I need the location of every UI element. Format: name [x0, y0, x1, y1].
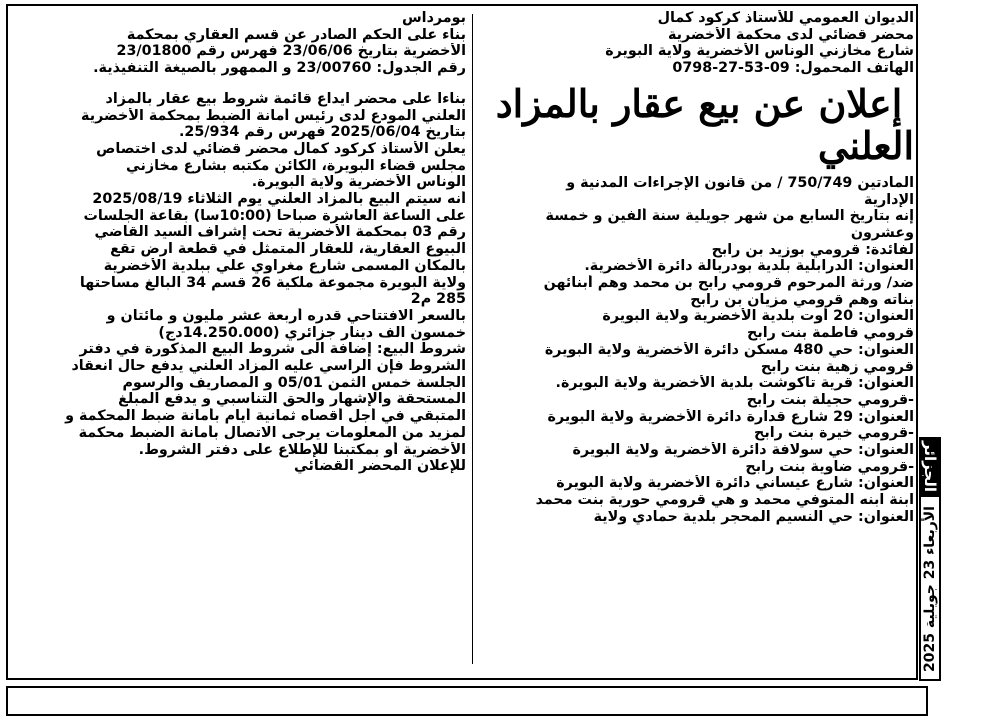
text-line: 285 م2	[410, 291, 466, 308]
office-address: شارع مخازني الوناس الأخضرية ولاية البويرة	[605, 43, 914, 60]
text-line: العنوان: 20 أوت بلدية الأخضرية ولاية البويرة	[602, 308, 914, 325]
column-divider	[472, 14, 473, 664]
text-line: العنوان: الدرابلية بلدية بودربالة دائرة الأخضرية.	[584, 258, 914, 275]
text-line: بالسعر الافتتاحي قدره أربعة عشر مليون و مائتان و	[106, 307, 466, 324]
text-line: لمزيد من المعلومات يرجى الاتصال بأمانة الضبط محكمة	[78, 424, 466, 441]
text-line: العنوان: حي النسيم المحجر بلدية حمادي ولاية	[593, 508, 914, 525]
text-line: ابنة ابنه المتوفي محمد و هي قرومي حورية بنت محمد	[535, 492, 914, 509]
text-line: بتاريخ 2025/06/04 فهرس رقم 25/934.	[178, 124, 466, 141]
text-line: -قرومي ضاوية بنت رابح	[745, 458, 914, 475]
text-line: العنوان: قرية تاكوشت بلدية الأخضرية ولاية البويرة.	[555, 375, 914, 392]
right-body	[484, 175, 914, 526]
text-line: بالمكان المسمى شارع مغراوي علي ببلدية الأخضرية	[103, 257, 466, 274]
text-line: بومرداس	[401, 10, 466, 26]
text-line: الأخضرية بتاريخ 23/06/06 فهرس رقم 23/01800	[116, 43, 466, 60]
text-line: المتبقي في أجل أقصاه ثمانية أيام بأمانة ضبط المحكمة و	[65, 408, 466, 425]
issue-date: الأربعاء 23 جويلية 2025	[922, 506, 938, 672]
text-line: العنوان: حي سولافة دائرة الأخضرية ولاية البويرة	[572, 442, 914, 459]
text-line: لفائدة: قرومي بوزيد بن رابح	[711, 241, 914, 258]
left-column	[14, 10, 466, 475]
text-line: بناءا على محضر ايداع قائمة شروط بيع عقار بالمزاد	[105, 90, 466, 107]
text-line: ضد/ ورثة المرحوم قرومي رابح بن محمد وهم أبنائهن	[543, 275, 914, 292]
text-line: مجلس قضاء البويرة، الكائن مكتبه بشارع مخازني	[126, 157, 466, 174]
text-line: بناته وهم قرومي مزيان بن رابح	[690, 291, 914, 308]
text-line: الشروط فإن الراسي عليه المزاد العلني يدفع حال انعقاد	[71, 358, 466, 375]
text-line: خمسون الف دينار جزائري (14.250.000دج)	[158, 324, 466, 341]
text-line: العنوان: شارع عيساني دائرة الأخضرية ولاية البويرة	[556, 475, 914, 492]
text-line: الأخضرية أو بمكتبنا للإطلاع على دفتر الشروط.	[138, 441, 466, 458]
announcement-title: إعلان عن بيع عقار بالمزاد العلني	[495, 80, 914, 168]
text-line: وعشرون	[850, 224, 914, 241]
office-name: الديوان العمومي للأستاذ كركود كمال	[657, 10, 914, 26]
newspaper-brand: الجزائر	[919, 437, 941, 497]
text-line: المادتين 750/749 / من قانون الإجراءات المدنية و	[566, 174, 914, 191]
judgment-block	[14, 10, 466, 77]
text-line: العنوان: حي 480 مسكن دائرة الأخضرية ولاية البويرة	[544, 341, 914, 358]
text-line: أنه سيتم البيع بالمزاد العلني يوم الثلاثاء 2025/08/19	[92, 191, 466, 208]
text-line: يعلن الأستاذ كركود كمال محضر قضائي لدى اختصاص	[96, 140, 466, 157]
text-line: -قرومي حجيلة بنت رابح	[746, 391, 914, 408]
office-phone: الهاتف المحمول: 09-53-27-0798	[672, 60, 914, 77]
text-line: للإعلان المحضر القضائي	[294, 458, 466, 475]
text-line: على الساعة العاشرة صباحا (10:00سا) بقاعة الجلسات	[83, 207, 466, 224]
right-column	[484, 10, 914, 526]
text-line: العنوان: 29 شارع قدارة دائرة الأخضرية ولاية البويرة	[547, 408, 914, 425]
text-line: الإدارية	[863, 191, 914, 208]
text-line: المستحقة والإشهار والحق التناسبي و يدفع المبلغ	[118, 391, 466, 408]
sale-details-block	[14, 91, 466, 475]
paragraph-gap	[14, 77, 466, 91]
text-line: شروط البيع: إضافة الى شروط البيع المذكورة في دفتر	[79, 341, 466, 358]
text-line: قرومي زهية بنت رابح	[760, 358, 914, 375]
text-line: قرومي فاطمة بنت رابح	[747, 325, 914, 342]
text-line: العلني المودع لدى رئيس أمانة الضبط بمحكمة الأخضرية	[81, 107, 466, 124]
text-line: الجلسة خمس الثمن 05/01 و المصاريف والرسوم	[122, 374, 466, 391]
text-line: ولاية البويرة مجموعة ملكية 26 قسم 34 البالغ مساحتها	[79, 274, 466, 291]
text-line: البيوع العقارية، للعقار المتمثل في قطعة ارض تقع	[110, 241, 466, 258]
next-announcement-frame	[6, 686, 928, 716]
text-line: -قرومي خيرة بنت رابح	[754, 425, 914, 442]
text-line: الوناس الأخضرية ولاية البويرة.	[251, 174, 466, 191]
text-line: إنه بتاريخ السابع من شهر جويلية سنة ألفين و خمسة	[545, 208, 914, 225]
text-line: رقم 03 بمحكمة الأخضرية تحت إشراف السيد القاضي	[94, 224, 466, 241]
text-line: رقم الجدول: 23/00760 و الممهور بالصيغة التنفيذية.	[93, 60, 466, 77]
office-role: محضر قضائي لدى محكمة الأخضرية	[667, 26, 914, 43]
text-line: بناء على الحكم الصادر عن قسم العقاري بمحكمة	[126, 26, 466, 43]
